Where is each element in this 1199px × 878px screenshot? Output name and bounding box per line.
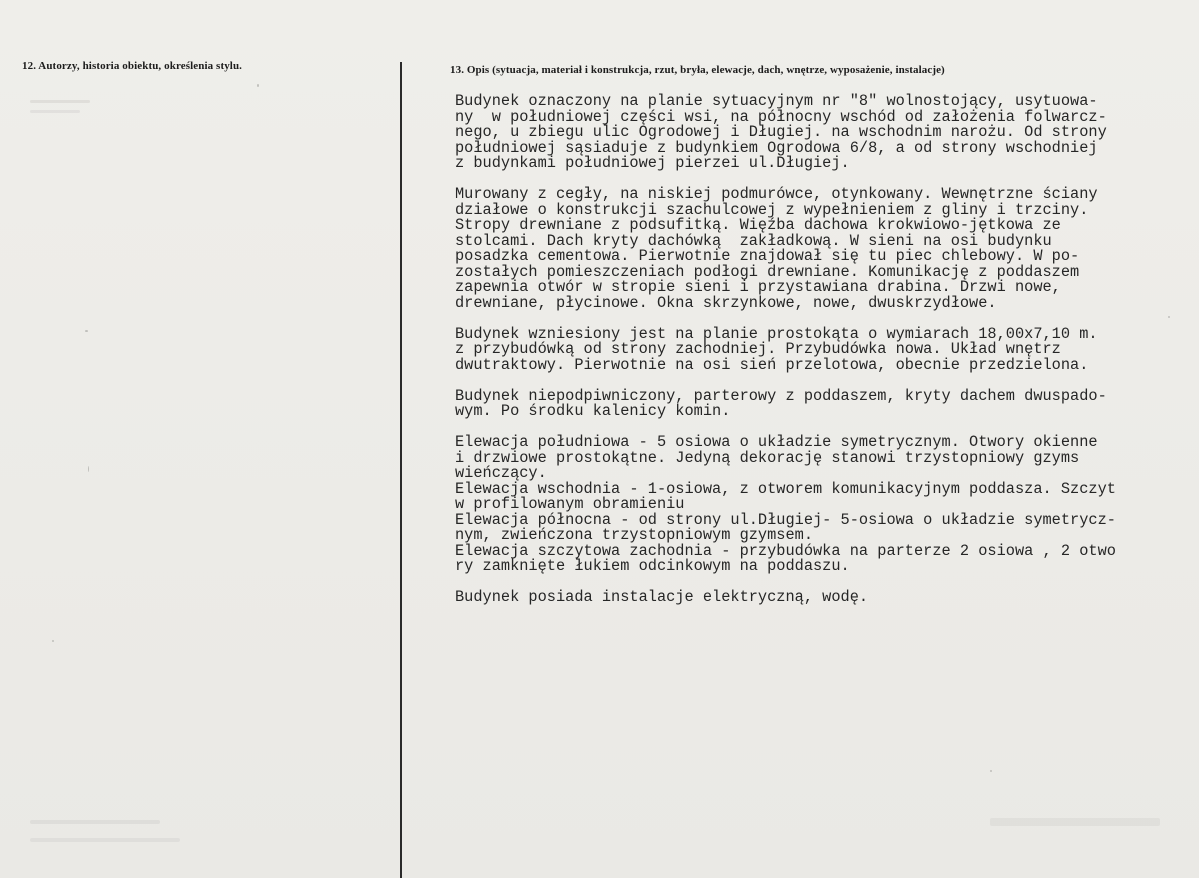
section-13-heading: 13. Opis (sytuacja, materiał i konstrukcja, rzut, bryła, elewacje, dach, wnętrze, wyposażenie, instalacje) (450, 64, 945, 76)
scan-speck (30, 838, 180, 842)
text-line: zostałych pomieszczeniach podłogi drewniane. Komunikację z poddaszem (455, 262, 1080, 281)
scan-speck (88, 466, 89, 472)
text-line: Murowany z cegły, na niskiej podmurówce, otynkowany. Wewnętrzne ściany (455, 185, 1098, 203)
text-line: działowe o konstrukcji szachulcowej z wypełnieniem z gliny i trzciny. (455, 200, 1089, 219)
text-line: nym, zwieńczona trzystopniowym gzymsem. (455, 526, 814, 544)
section-12-heading: 12. Autorzy, historia obiektu, określenia stylu. (22, 60, 243, 72)
text-line: zapewnia otwór w stropie sieni i przystawiana drabina. Drzwi nowe, (455, 278, 1061, 296)
scan-speck (990, 818, 1160, 826)
text-line: ry zamknięte łukiem odcinkowym na poddaszu. (455, 557, 850, 575)
text-line: Budynek wzniesiony jest na planie prostokąta o wymiarach 18,00x7,10 m. (455, 324, 1098, 343)
text-line: z przybudówką od strony zachodniej. Przybudówka nowa. Układ wnętrz (455, 340, 1061, 358)
text-line: nego, u zbiegu ulic Ogrodowej i Długiej. na wschodnim narożu. Od strony (455, 123, 1107, 141)
paragraph-location (455, 94, 1190, 172)
column-divider (400, 62, 402, 878)
text-line: Budynek oznaczony na planie sytuacyjnym nr "8" wolnostojący, usytuowa- (455, 92, 1098, 110)
scan-speck (257, 84, 259, 87)
text-line: stolcami. Dach kryty dachówką zakładkową. W sieni na osi budynku (455, 231, 1052, 250)
text-line: dwutraktowy. Pierwotnie na osi sień przelotowa, obecnie przedzielona. (455, 355, 1089, 374)
paragraph-form (455, 386, 1190, 420)
paragraph-plan (455, 324, 1190, 374)
paragraph-installations (455, 590, 1190, 606)
text-line: w profilowanym obramieniu (455, 495, 685, 513)
text-line: posadzka cementowa. Pierwotnie znajdował się tu piec chlebowy. W po- (455, 247, 1080, 265)
description-text (455, 94, 1190, 621)
text-line: ny w południowej części wsi, na północny wschód od założenia folwarcz- (455, 107, 1107, 126)
scan-speck (990, 770, 992, 772)
scan-speck (30, 820, 160, 824)
text-line: wym. Po środku kalenicy komin. (455, 402, 731, 420)
scan-speck (1168, 316, 1170, 318)
text-line: i drzwiowe prostokątne. Jedyną dekorację stanowi trzystopniowy gzyms (455, 448, 1080, 467)
scan-speck (52, 640, 54, 642)
text-line: z budynkami południowej pierzei ul.Długiej. (455, 154, 850, 172)
scan-speck (30, 110, 80, 113)
text-line: Elewacja szczytowa zachodnia - przybudówka na parterze 2 osiowa , 2 otwo (455, 541, 1116, 560)
text-line: Budynek posiada instalacje elektryczną, wodę. (455, 588, 869, 606)
text-line: Budynek niepodpiwniczony, parterowy z poddaszem, kryty dachem dwuspado- (455, 386, 1107, 405)
paragraph-construction (455, 187, 1190, 311)
text-line: Stropy drewniane z podsufitką. Więźba dachowa krokwiowo-jętkowa ze (455, 216, 1061, 234)
paragraph-elevations (455, 435, 1190, 575)
scan-speck (30, 100, 90, 103)
text-line: drewniane, płycinowe. Okna skrzynkowe, nowe, dwuskrzydłowe. (455, 293, 997, 312)
text-line: wieńczący. (455, 464, 547, 482)
text-line: Elewacja południowa - 5 osiowa o układzie symetrycznym. Otwory okienne (455, 433, 1098, 451)
text-line: południowej sąsiaduje z budynkiem Ogrodowa 6/8, a od strony wschodniej (455, 138, 1098, 157)
text-line: Elewacja wschodnia - 1-osiowa, z otworem komunikacyjnym poddasza. Szczyt (455, 479, 1116, 498)
text-line: Elewacja północna - od strony ul.Długiej- 5-osiowa o układzie symetrycz- (455, 510, 1116, 529)
scan-speck (85, 330, 88, 332)
